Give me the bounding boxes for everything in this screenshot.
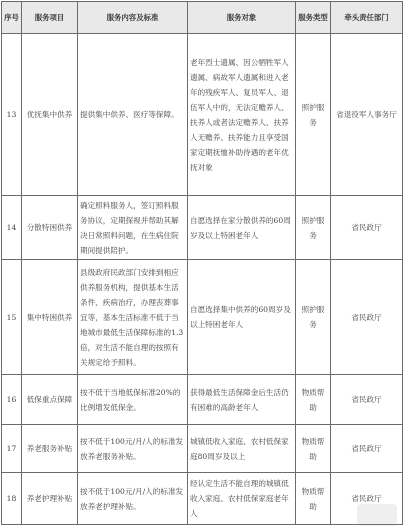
cell-dept: 省民政厅 xyxy=(331,425,403,473)
cell-type: 照护服务 xyxy=(296,260,331,375)
table-row xyxy=(2,375,403,425)
cell-item: 优抚集中供养 xyxy=(22,34,78,196)
cell-dept: 省退役军人事务厅 xyxy=(331,34,403,196)
table-row xyxy=(2,34,403,196)
table-row xyxy=(2,425,403,473)
cell-item: 养老服务补贴 xyxy=(22,425,78,473)
cell-target: 经认定生活不能自理的城镇低收入家庭、农村低保家庭老年人 xyxy=(188,473,296,525)
cell-item: 分散特困供养 xyxy=(22,196,78,260)
cell-no: 17 xyxy=(2,425,22,473)
cell-no: 18 xyxy=(2,473,22,525)
cell-target: 老年烈士遗属、因公牺牲军人遗属、病故军人遗属和进入老年的残疾军人、复员军人、退伍军人中的，无法定赡养人、扶养人或者法定赡养人、扶养人无赡养、扶养能力且享受国家定期抚恤补助待遇的老年优抚对象 xyxy=(188,34,296,196)
cell-type: 照护服务 xyxy=(296,196,331,260)
header-dept: 牵头责任部门 xyxy=(331,2,403,34)
cell-content: 按不低于当地低保标准20%的比例增发低保金。 xyxy=(78,375,188,425)
cell-no: 16 xyxy=(2,375,22,425)
header-target: 服务对象 xyxy=(188,2,296,34)
cell-content: 按不低于100元/月/人的标准发放养老服务补贴。 xyxy=(78,425,188,473)
header-content: 服务内容及标准 xyxy=(78,2,188,34)
cell-content: 提供集中供养、医疗等保障。 xyxy=(78,34,188,196)
cell-type: 物质帮助 xyxy=(296,375,331,425)
cell-dept: 省民政厅 xyxy=(331,260,403,375)
cell-no: 14 xyxy=(2,196,22,260)
table-row xyxy=(2,473,403,525)
cell-dept: 省民政厅 xyxy=(331,473,403,525)
cell-item: 集中特困供养 xyxy=(22,260,78,375)
cell-content: 按不低于100元/月/人的标准发放养老护理补贴。 xyxy=(78,473,188,525)
cell-item: 低保重点保障 xyxy=(22,375,78,425)
cell-dept: 省民政厅 xyxy=(331,196,403,260)
cell-item: 养老护理补贴 xyxy=(22,473,78,525)
header-item: 服务项目 xyxy=(22,2,78,34)
cell-target: 自愿选择集中供养的60周岁及以上特困老年人 xyxy=(188,260,296,375)
table-row xyxy=(2,260,403,375)
cell-type: 物质帮助 xyxy=(296,473,331,525)
table-header-row xyxy=(2,2,403,34)
cell-type: 照护服务 xyxy=(296,34,331,196)
cell-target: 自愿选择在家分散供养的60周岁及以上特困老年人 xyxy=(188,196,296,260)
cell-target: 获得最低生活保障金后生活仍有困难的高龄老年人 xyxy=(188,375,296,425)
cell-content: 确定照料服务人，签订照料服务协议，定期探视并帮助其解决日常照料问题，在生病住院期间提供陪护。 xyxy=(78,196,188,260)
watermark-logo xyxy=(357,504,397,526)
cell-no: 13 xyxy=(2,34,22,196)
cell-type: 物质帮助 xyxy=(296,425,331,473)
cell-no: 15 xyxy=(2,260,22,375)
cell-target: 城镇低收入家庭、农村低保家庭80周岁及以上 xyxy=(188,425,296,473)
header-type: 服务类型 xyxy=(296,2,331,34)
table-row xyxy=(2,196,403,260)
cell-content: 县级政府民政部门安排到相应供养服务机构，提供基本生活条件、疾病治疗，办理丧葬事宜等，基本生活标准不低于当地城市最低生活保障标准的1.3倍，对生活不能自理的按照有关规定给予照料。 xyxy=(78,260,188,375)
service-table xyxy=(1,1,403,525)
cell-dept: 省民政厅 xyxy=(331,375,403,425)
header-no: 序号 xyxy=(2,2,22,34)
